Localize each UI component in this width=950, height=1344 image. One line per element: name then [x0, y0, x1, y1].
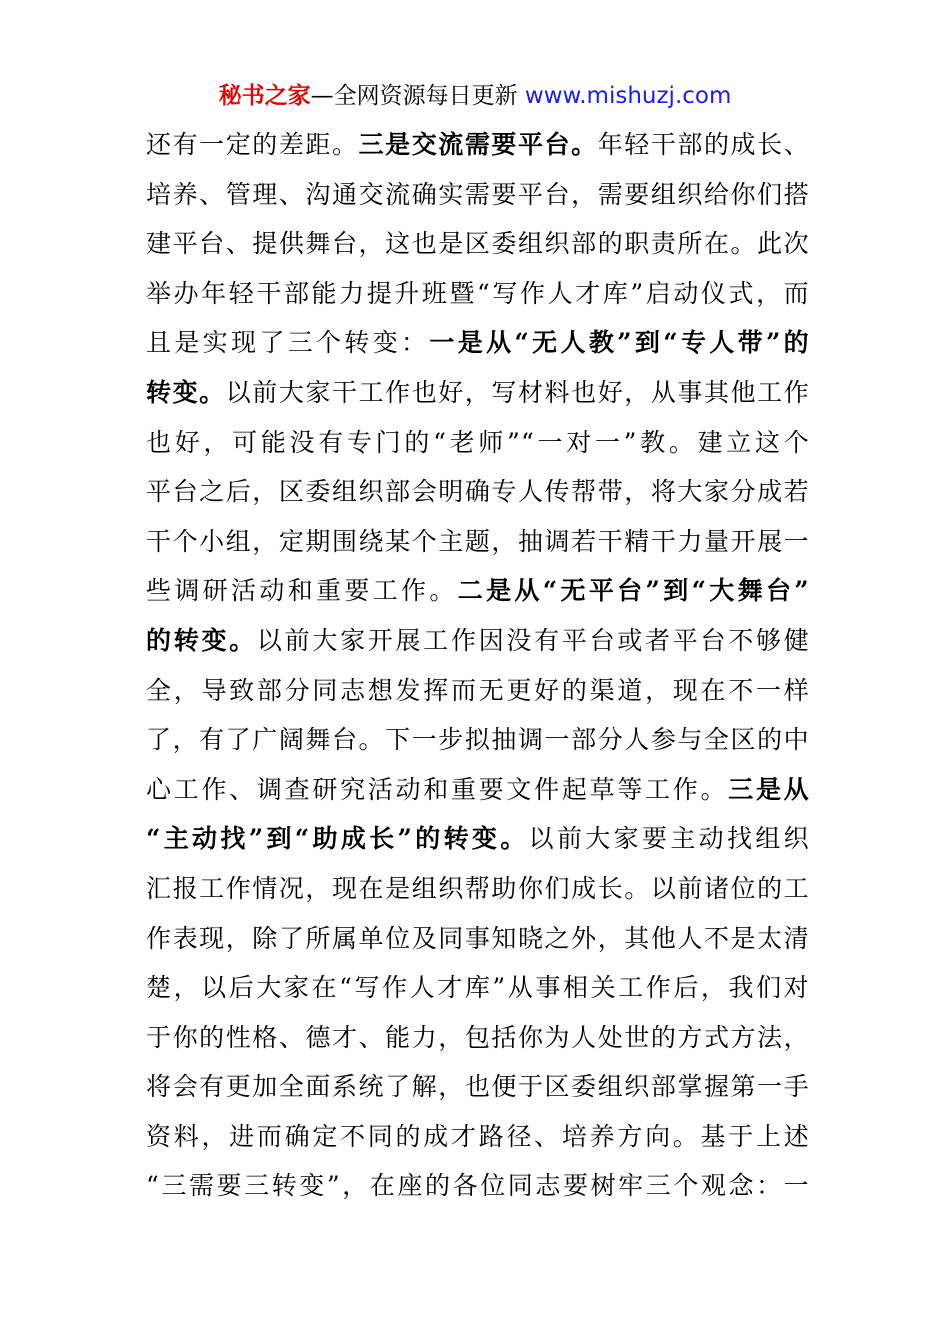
text-segment: 作表现，除了所属单位及同事知晓之外，其他人不是太清	[146, 923, 810, 953]
text-line	[146, 1062, 810, 1112]
text-line	[146, 467, 810, 517]
text-segment: 楚，以后大家在“写作人才库”从事相关工作后，我们对	[146, 973, 810, 1003]
bold-text-segment: “主动找”到“助成长”的转变。	[146, 824, 529, 854]
text-segment: 培养、管理、沟通交流确实需要平台，需要组织给你们搭	[146, 179, 810, 209]
text-segment: 以前大家干工作也好，写材料也好，从事其他工作	[225, 377, 810, 407]
text-segment: 平台之后，区委组织部会明确专人传帮带，将大家分成若	[146, 477, 810, 507]
text-line	[146, 269, 810, 319]
text-line	[146, 963, 810, 1013]
text-line	[146, 368, 810, 418]
text-segment: 全，导致部分同志想发挥而无更好的渠道，现在不一样	[146, 675, 810, 705]
text-segment: 还有一定的差距。	[146, 130, 359, 159]
text-segment: 建平台、提供舞台，这也是区委组织部的职责所在。此次	[146, 229, 810, 259]
text-line	[146, 120, 810, 170]
text-line	[146, 517, 810, 567]
text-segment: 些调研活动和重要工作。	[146, 576, 458, 606]
text-segment: 以前大家要主动找组织	[528, 824, 810, 854]
text-line	[146, 814, 810, 864]
text-segment: 且是实现了三个转变：	[146, 328, 430, 358]
text-line	[146, 666, 810, 716]
text-line	[146, 318, 810, 368]
text-line	[146, 616, 810, 666]
brand-name: 秘书之家	[218, 83, 311, 109]
bold-text-segment: 三是交流需要平台。	[358, 130, 598, 159]
text-segment: 了，有了广阔舞台。下一步拟抽调一部分人参与全区的中	[146, 725, 810, 755]
text-segment: 汇报工作情况，现在是组织帮助你们成长。以前诸位的工	[146, 873, 810, 903]
text-segment: 也好，可能没有专门的“老师”“一对一”教。建立这个	[146, 427, 810, 457]
text-segment: 将会有更加全面系统了解，也便于区委组织部掌握第一手	[146, 1072, 810, 1102]
text-line	[146, 1112, 810, 1162]
text-line	[146, 219, 810, 269]
text-line	[146, 170, 810, 220]
bold-text-segment: 转变。	[146, 377, 226, 407]
bold-text-segment: 三是从	[728, 774, 810, 804]
bold-text-segment: 一是从“无人教”到“专人带”的	[429, 328, 810, 358]
text-segment: “三需要三转变”，在座的各位同志要树牢三个观念：一	[146, 1171, 810, 1201]
text-segment: 举办年轻干部能力提升班暨“写作人才库”启动仪式，而	[146, 278, 810, 308]
text-line	[146, 914, 810, 964]
text-line	[146, 418, 810, 468]
text-line	[146, 765, 810, 815]
bold-text-segment: 的转变。	[146, 625, 257, 655]
text-line	[146, 1161, 810, 1211]
text-line	[146, 1013, 810, 1063]
text-line	[146, 566, 810, 616]
text-line	[146, 715, 810, 765]
site-url-link[interactable]: www.mishuzj.com	[524, 83, 732, 109]
text-segment: 于你的性格、德才、能力，包括你为人处世的方式方法，	[146, 1022, 810, 1052]
document-body	[146, 120, 810, 1211]
header-tagline: —全网资源每日更新	[310, 83, 525, 109]
bold-text-segment: 二是从“无平台”到“大舞台”	[457, 576, 810, 606]
text-segment: 干个小组，定期围绕某个主题，抽调若干精干力量开展一	[146, 526, 810, 556]
site-header	[0, 80, 950, 112]
text-segment: 资料，进而确定不同的成才路径、培养方向。基于上述	[146, 1121, 810, 1151]
text-segment: 年轻干部的成长、	[597, 130, 810, 159]
text-line	[146, 864, 810, 914]
text-segment: 以前大家开展工作因没有平台或者平台不够健	[256, 625, 810, 655]
text-segment: 心工作、调查研究活动和重要文件起草等工作。	[146, 774, 729, 804]
